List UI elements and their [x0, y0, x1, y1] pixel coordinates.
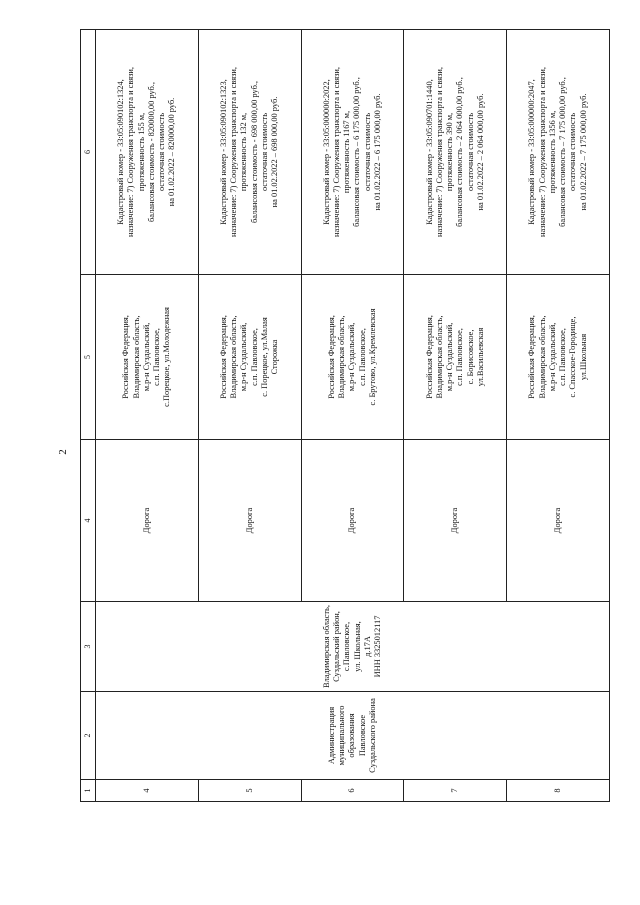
- address-line: Российская Федерация,: [121, 315, 131, 399]
- header-row: [81, 30, 96, 802]
- object-address-cell: [507, 275, 610, 440]
- row-number: 6: [301, 780, 404, 802]
- details-line: протяженность 1167 м,: [342, 110, 352, 194]
- object-address-cell: [198, 275, 301, 440]
- details-line: назначение: 7) Сооружения транспорта и связи,: [331, 67, 341, 237]
- address-line: м.р-н Суздальский,: [141, 322, 151, 392]
- details-line: протяженность 390 м,: [445, 112, 455, 192]
- holder-name-line: муниципального: [337, 705, 347, 766]
- address-line: с. Порецкое, ул.Малая: [259, 317, 269, 397]
- address-line: с. Борисовское,: [465, 329, 475, 385]
- header-cell: 5: [81, 275, 96, 440]
- object-type: Дорога: [198, 440, 301, 602]
- row-number: 7: [404, 780, 507, 802]
- header-cell: 1: [81, 780, 96, 802]
- object-details-cell: [96, 30, 199, 275]
- holder-address-line: Суздальский район,: [332, 611, 341, 682]
- rotated-table-wrapper: [80, 30, 610, 802]
- details-line: протяженность 1356 м,: [547, 110, 557, 194]
- page-number: 2: [56, 449, 69, 455]
- holder-name-line: Суздальского района: [367, 698, 377, 773]
- details-line: назначение: 7) Сооружения транспорта и связи,: [126, 67, 136, 237]
- details-line: балансовая стоимость – 2 064 000,00 руб.,: [455, 77, 465, 227]
- details-line: балансовая стоимость – 7 175 000,00 руб.,: [558, 77, 568, 227]
- address-line: Российская Федерация,: [527, 315, 537, 399]
- row-number: 4: [96, 780, 199, 802]
- address-line: Владимирская область,: [337, 315, 347, 399]
- details-line: назначение: 7) Сооружения транспорта и связи,: [434, 67, 444, 237]
- address-line: Владимирская область,: [434, 315, 444, 399]
- address-line: м.р-н Суздальский,: [239, 322, 249, 392]
- object-details-cell: [507, 30, 610, 275]
- object-type: Дорога: [507, 440, 610, 602]
- address-line: с. Спасское-Городище,: [568, 316, 578, 398]
- holder-name-cell: [96, 692, 610, 780]
- holder-address-line: ИНН 3325012117: [373, 615, 382, 678]
- address-line: с.Порецкое, ул.Молодежная: [162, 307, 172, 407]
- details-line: Кадастровый номер - 33:05:090701:1440,: [424, 79, 434, 225]
- details-line: балансовая стоимость - 820000,00 руб.,: [146, 82, 156, 222]
- address-line: Российская Федерация,: [326, 315, 336, 399]
- details-line: Кадастровый номер - 33:05:000000:2047,: [527, 79, 537, 225]
- holder-name-line: образования: [347, 713, 357, 758]
- header-cell: 3: [81, 602, 96, 692]
- address-line: Владимирская область,: [229, 315, 239, 399]
- address-line: ул.Школьная: [578, 333, 588, 381]
- holder-address-line: с.Павловское,: [342, 621, 352, 672]
- address-line: с.п. Павловское,: [249, 328, 259, 386]
- holder-address-line: Владимирская область,: [321, 605, 331, 688]
- holder-address-line: ул. Школьная,: [352, 621, 362, 672]
- object-type: Дорога: [96, 440, 199, 602]
- object-details-cell: [301, 30, 404, 275]
- object-type: Дорога: [301, 440, 404, 602]
- address-line: ул.Васильевская: [475, 327, 485, 387]
- address-line: Российская Федерация,: [424, 315, 434, 399]
- object-address-cell: [96, 275, 199, 440]
- details-line: остаточная стоимость: [362, 112, 372, 192]
- address-line: м.р-н Суздальский,: [445, 322, 455, 392]
- details-line: на 01.02.2022 – 6 175 000,00 руб.: [372, 93, 382, 211]
- address-line: Российская Федерация,: [218, 315, 228, 399]
- row-number: 5: [198, 780, 301, 802]
- details-line: остаточная стоимость: [465, 112, 475, 192]
- details-line: остаточная стоимость: [568, 112, 578, 192]
- holder-address-cell: [96, 602, 610, 692]
- object-address-cell: [404, 275, 507, 440]
- holder-address-line: д.17А: [362, 636, 372, 657]
- address-line: Владимирская область,: [537, 315, 547, 399]
- details-line: назначение: 7) Сооружения транспорта и связи,: [229, 67, 239, 237]
- address-line: с.п. Павловское,: [558, 328, 568, 386]
- object-address-cell: [301, 275, 404, 440]
- header-cell: 6: [81, 30, 96, 275]
- row-number: 8: [507, 780, 610, 802]
- address-line: с. Брутово, ул.Кремлевская: [367, 308, 377, 406]
- address-line: с.п. Павловское,: [455, 328, 465, 386]
- details-line: протяженность 132 м,: [239, 112, 249, 192]
- address-line: м.р-н Суздальский,: [347, 322, 357, 392]
- address-line: м.р-н Суздальский,: [547, 322, 557, 392]
- details-line: назначение: 7) Сооружения транспорта и связи,: [537, 67, 547, 237]
- details-line: на 01.02.2022 – 698 000,00 руб.: [270, 96, 280, 208]
- details-line: балансовая стоимость - 698 000,00 руб.,: [249, 80, 259, 224]
- details-line: на 01.02.2022 – 2 064 000,00 руб.: [475, 93, 485, 211]
- object-type: Дорога: [404, 440, 507, 602]
- details-line: Кадастровый номер - 33:05:000000:2022,: [321, 79, 331, 225]
- details-line: остаточная стоимость: [157, 112, 167, 192]
- header-cell: 4: [81, 440, 96, 602]
- address-line: с.п. Павловское,: [357, 328, 367, 386]
- details-line: Кадастровый номер - 33:05:090102:1323,: [218, 79, 228, 225]
- address-line: Сторожка: [270, 339, 280, 375]
- property-table: [80, 29, 610, 802]
- details-line: протяженность 155 м,: [136, 112, 146, 192]
- holder-name-line: Администрация: [326, 706, 336, 765]
- header-cell: 2: [81, 692, 96, 780]
- details-line: на 01.02.2022 – 820000,00 руб.: [167, 97, 177, 207]
- holder-name-line: Павловское: [357, 714, 367, 757]
- object-details-cell: [404, 30, 507, 275]
- details-line: балансовая стоимость – 6 175 000,00 руб.,: [352, 77, 362, 227]
- details-line: остаточная стоимость: [259, 112, 269, 192]
- address-line: с.п. Павловское,: [152, 328, 162, 386]
- object-details-cell: [198, 30, 301, 275]
- details-line: Кадастровый номер - 33:05:090102:1324,: [116, 79, 126, 225]
- table-row: [96, 30, 199, 802]
- details-line: на 01.02.2022 – 7 175 000,00 руб.: [578, 93, 588, 211]
- address-line: Владимирская область,: [131, 315, 141, 399]
